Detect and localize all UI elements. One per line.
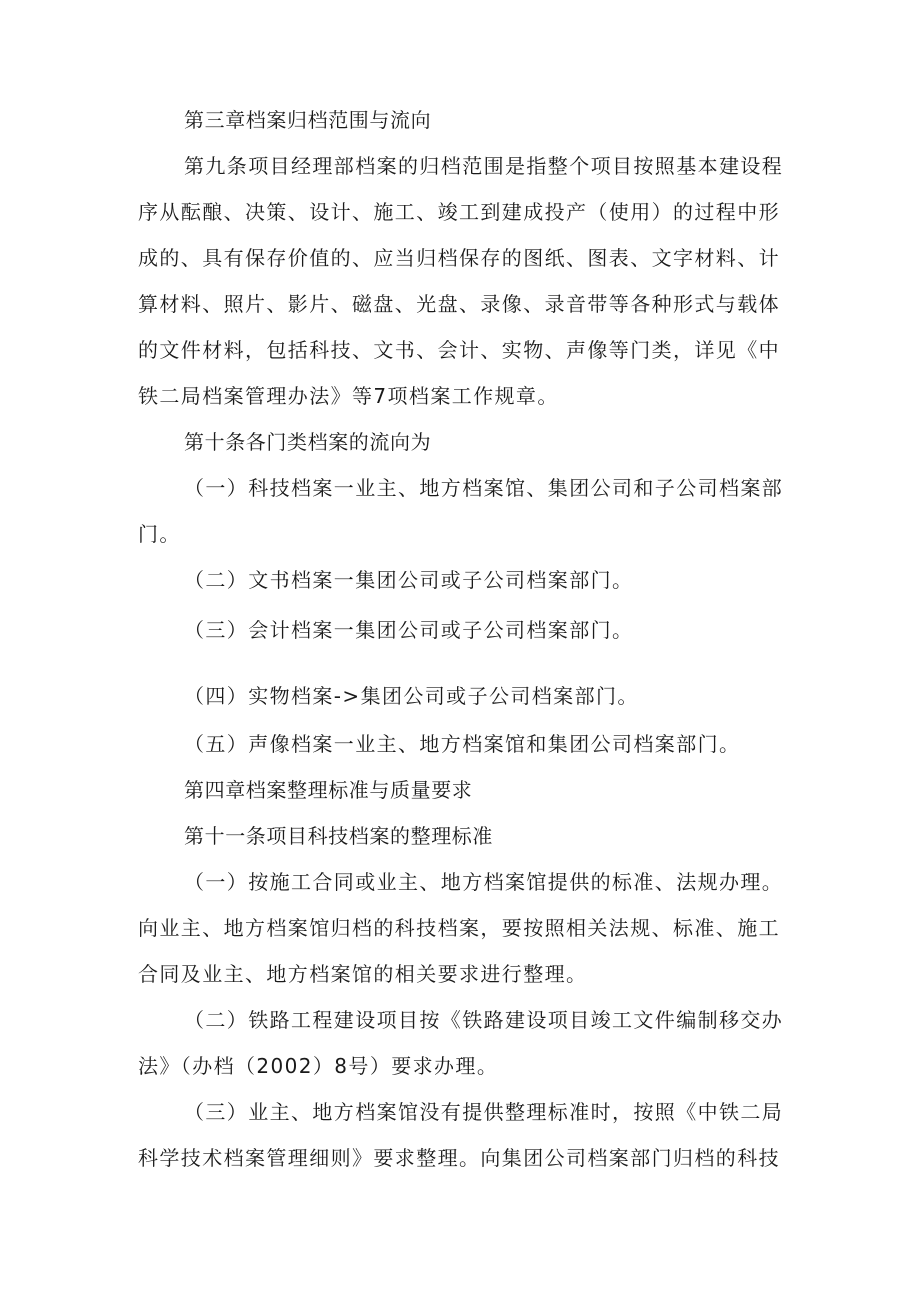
standard-item-3-line-2: 科学技术档案管理细则》要求整理。向集团公司档案部门归档的科技 — [138, 1146, 780, 1170]
chapter-4-title: 第四章档案整理标准与质量要求 — [184, 778, 473, 802]
flow-item-5: （五）声像档案一业主、地方档案馆和集团公司档案部门。 — [184, 732, 741, 756]
standard-item-2-line-1: （二）铁路工程建设项目按《铁路建设项目竣工文件编制移交办 — [184, 1008, 784, 1032]
flow-item-1-line-1: （一）科技档案一业主、地方档案馆、集团公司和子公司档案部 — [184, 476, 784, 500]
flow-item-1-line-2: 门。 — [138, 522, 181, 546]
flow-item-2: （二）文书档案一集团公司或子公司档案部门。 — [184, 568, 634, 592]
standard-item-1-line-1: （一）按施工合同或业主、地方档案馆提供的标准、法规办理。 — [184, 870, 784, 894]
chapter-3-title: 第三章档案归档范围与流向 — [184, 108, 432, 132]
article-9-line-5: 的文件材料，包括科技、文书、会计、实物、声像等门类，详见《中 — [138, 338, 780, 362]
standard-item-3-line-1: （三）业主、地方档案馆没有提供整理标准时，按照《中铁二局 — [184, 1100, 784, 1124]
article-10-title: 第十条各门类档案的流向为 — [184, 430, 432, 454]
flow-item-3: （三）会计档案一集团公司或子公司档案部门。 — [184, 618, 634, 642]
article-9-line-4: 算材料、照片、影片、磁盘、光盘、录像、录音带等各种形式与载体 — [138, 292, 780, 316]
article-9-line-3: 成的、具有保存价值的、应当归档保存的图纸、图表、文字材料、计 — [138, 246, 780, 270]
standard-item-2-line-2: 法》（办档（2002）8号）要求办理。 — [138, 1054, 499, 1078]
article-9-line-1: 第九条项目经理部档案的归档范围是指整个项目按照基本建设程 — [184, 154, 784, 178]
article-9-line-2: 序从酝酿、决策、设计、施工、竣工到建成投产（使用）的过程中形 — [138, 200, 780, 224]
flow-item-4: （四）实物档案->集团公司或子公司档案部门。 — [184, 684, 639, 708]
standard-item-1-line-2: 向业主、地方档案馆归档的科技档案，要按照相关法规、标准、施工 — [138, 916, 780, 940]
article-9-line-6: 铁二局档案管理办法》等7项档案工作规章。 — [138, 384, 559, 408]
standard-item-1-line-3: 合同及业主、地方档案馆的相关要求进行整理。 — [138, 962, 588, 986]
article-11-title: 第十一条项目科技档案的整理标准 — [184, 824, 493, 848]
